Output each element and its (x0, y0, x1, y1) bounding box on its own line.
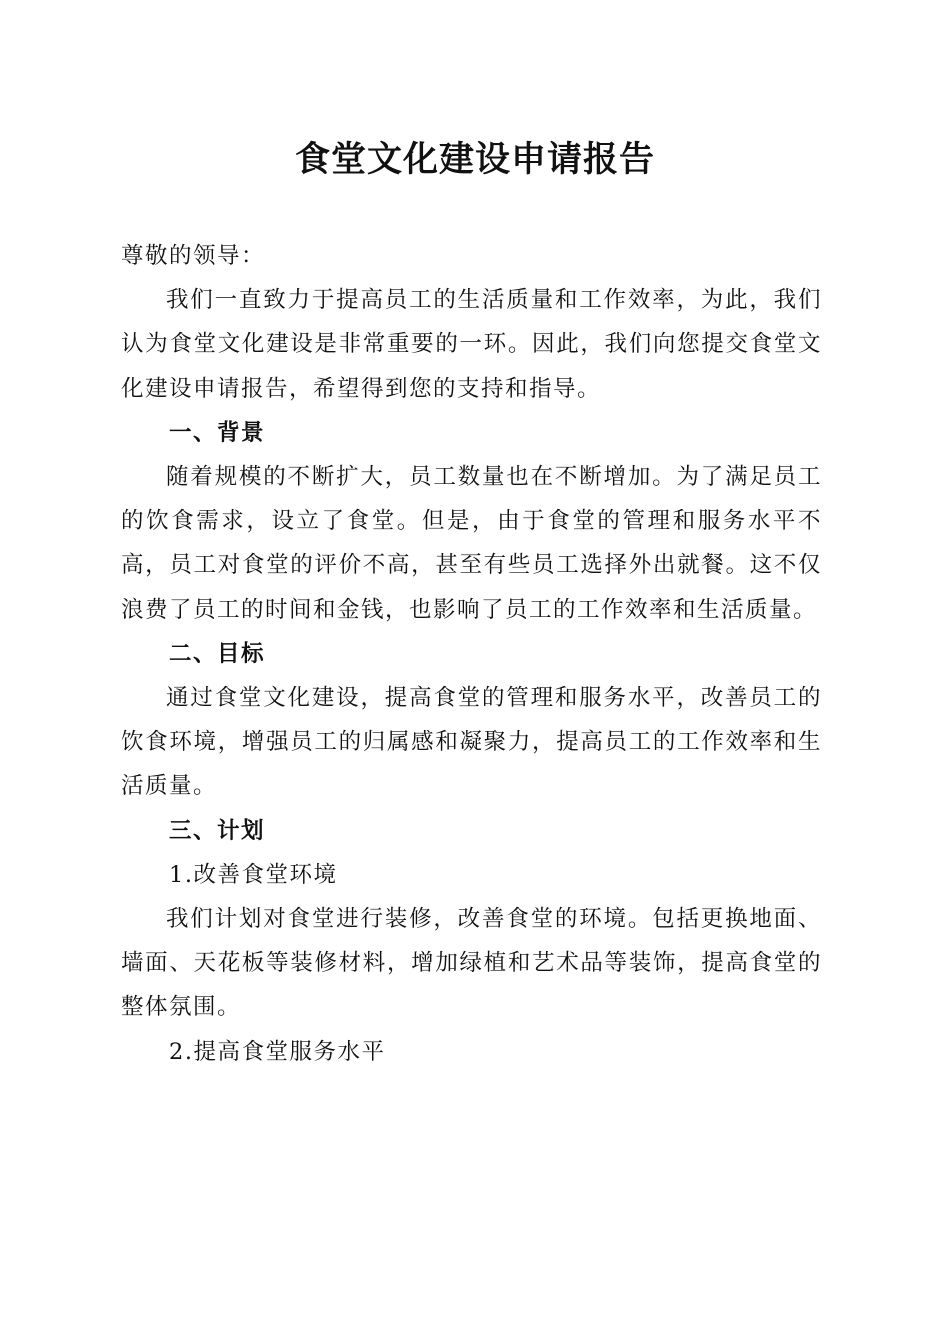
goal-paragraph: 通过食堂文化建设，提高食堂的管理和服务水平，改善员工的饮食环境，增强员工的归属感和凝聚力，提高员工的工作效率和生活质量。 (121, 685, 822, 800)
plan-item-2-label: 2.提高食堂服务水平 (169, 1038, 386, 1065)
plan-item-1-paragraph: 我们计划对食堂进行装修，改善食堂的环境。包括更换地面、墙面、天花板等装修材料，增加绿植和艺术品等装饰，提高食堂的整体氛围。 (121, 906, 822, 1021)
document-title: 食堂文化建设申请报告 (294, 139, 655, 180)
plan-item-1-label: 1.改善食堂环境 (169, 861, 338, 888)
section-heading-goal: 二、目标 (169, 640, 266, 667)
section-heading-background: 一、背景 (169, 419, 266, 446)
document-body (121, 234, 822, 1074)
section-heading-plan: 三、计划 (169, 817, 266, 844)
intro-paragraph: 我们一直致力于提高员工的生活质量和工作效率，为此，我们认为食堂文化建设是非常重要的一环。因此，我们向您提交食堂文化建设申请报告，希望得到您的支持和指导。 (121, 287, 822, 402)
salutation: 尊敬的领导： (121, 243, 266, 269)
background-paragraph: 随着规模的不断扩大，员工数量也在不断增加。为了满足员工的饮食需求，设立了食堂。但是，由于食堂的管理和服务水平不高，员工对食堂的评价不高，甚至有些员工选择外出就餐。这不仅浪费了员工的时间和金钱，也影响了员工的工作效率和生活质量。 (121, 464, 822, 623)
